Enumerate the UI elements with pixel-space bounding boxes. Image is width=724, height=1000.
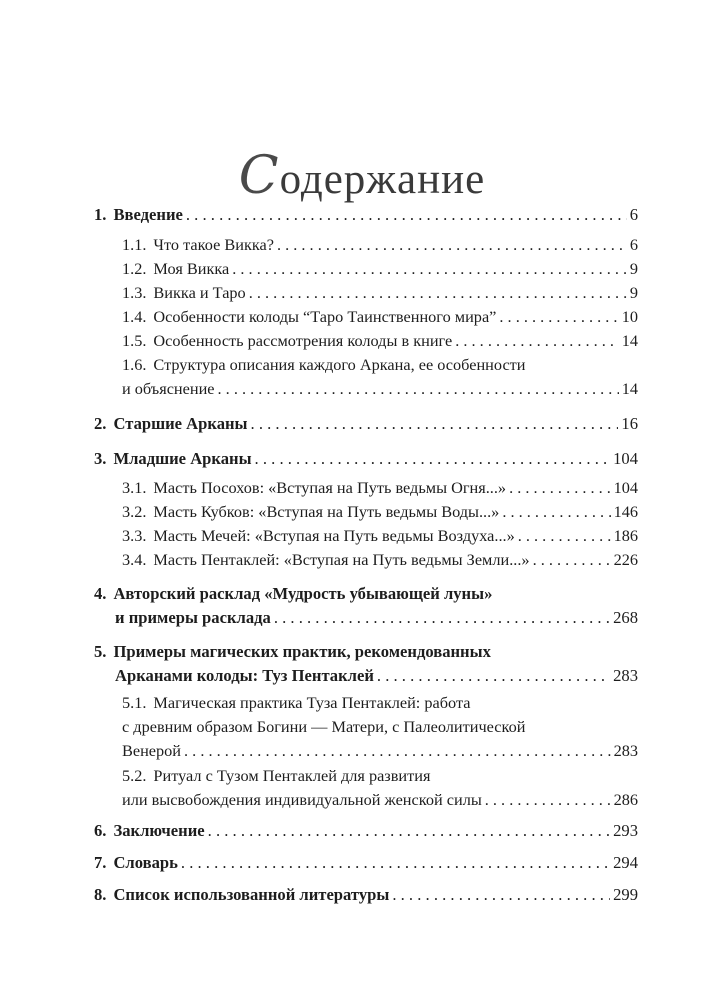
toc-title: Старшие Арканы (113, 414, 248, 433)
toc-entry-ace-practice-line1[interactable] (122, 691, 471, 715)
toc-entry-author-spread-line1[interactable] (94, 582, 492, 606)
toc-page: 293 (613, 821, 638, 840)
toc-page: 10 (621, 307, 638, 326)
toc-entry-suit-wands[interactable] (122, 476, 638, 500)
toc-page: 299 (613, 885, 638, 904)
toc-number: 1.4. (122, 307, 147, 326)
toc-entry-magic-practices[interactable] (115, 664, 638, 688)
toc-number: 3.3. (122, 526, 147, 545)
toc-title-continued: Арканами колоды: Туз Пентаклей (115, 666, 374, 685)
toc-title: Масть Посохов: «Вступая на Путь ведьмы Огня...» (153, 478, 507, 497)
toc-title: Словарь (113, 853, 178, 872)
title-initial: С (238, 146, 280, 206)
toc-page: 9 (629, 259, 638, 278)
toc-entry-my-wicca[interactable] (122, 257, 638, 281)
toc-number: 2. (94, 414, 107, 433)
toc-leader (249, 281, 627, 305)
toc-entry-bibliography[interactable] (94, 883, 638, 907)
toc-title-continued: и объяснение (122, 379, 215, 398)
toc-entry-author-spread[interactable] (115, 606, 638, 630)
toc-number: 1.1. (122, 235, 147, 254)
toc-number: 5. (94, 642, 107, 661)
toc-title-continued: и примеры расклада (115, 608, 271, 627)
toc-page: 6 (629, 235, 638, 254)
toc-entry-introduction[interactable] (94, 203, 638, 227)
toc-leader (277, 233, 627, 257)
toc-leader (208, 819, 610, 843)
toc-title: Что такое Викка? (153, 235, 274, 254)
toc-leader (499, 305, 618, 329)
toc-entry-ace-ritual-line1[interactable] (122, 764, 430, 788)
toc-entry-glossary[interactable] (94, 851, 638, 875)
toc-number: 1. (94, 205, 107, 224)
toc-leader (181, 851, 610, 875)
toc-page: 104 (613, 449, 638, 468)
toc-page: 226 (613, 550, 638, 569)
toc-entry-deck-in-book[interactable] (122, 329, 638, 353)
toc-leader (455, 329, 618, 353)
toc-leader (255, 447, 611, 471)
toc-leader (533, 548, 611, 572)
toc-number: 7. (94, 853, 107, 872)
toc-number: 3.2. (122, 502, 147, 521)
toc-title: Авторский расклад «Мудрость убывающей луны» (113, 584, 493, 603)
toc-page: 6 (629, 205, 638, 224)
toc-title: Масть Кубков: «Вступая на Путь ведьмы Воды...» (153, 502, 500, 521)
toc-title: Магическая практика Туза Пентаклей: работа (153, 693, 471, 712)
toc-title: Заключение (113, 821, 205, 840)
toc-title: Младшие Арканы (113, 449, 252, 468)
toc-leader (392, 883, 610, 907)
toc-page: 9 (629, 283, 638, 302)
toc-page: 286 (613, 790, 638, 809)
toc-number: 5.1. (122, 693, 147, 712)
toc-entry-arcana-structure[interactable] (122, 377, 638, 401)
toc-page: 14 (621, 379, 638, 398)
toc-page: 14 (621, 331, 638, 350)
toc-number: 3.1. (122, 478, 147, 497)
toc-title: Моя Викка (153, 259, 230, 278)
toc-leader (274, 606, 610, 630)
toc-title: Ритуал с Тузом Пентаклей для развития (153, 766, 431, 785)
toc-leader (518, 524, 611, 548)
toc-entry-wicca-and-tarot[interactable] (122, 281, 638, 305)
toc-title: Особенность рассмотрения колоды в книге (153, 331, 453, 350)
toc-number: 4. (94, 584, 107, 603)
toc-number: 1.3. (122, 283, 147, 302)
toc-leader (509, 476, 611, 500)
toc-title-continued: с древним образом Богини — Матери, с Палеолитической (122, 717, 526, 736)
toc-entry-ace-ritual[interactable] (122, 788, 638, 812)
toc-title: Масть Пентаклей: «Вступая на Путь ведьмы Земли...» (153, 550, 530, 569)
toc-number: 8. (94, 885, 107, 904)
toc-entry-suit-cups[interactable] (122, 500, 638, 524)
toc-leader (232, 257, 627, 281)
toc-entry-ace-practice-line2[interactable] (122, 715, 525, 739)
toc-title: Структура описания каждого Аркана, ее особенности (153, 355, 526, 374)
toc-leader (184, 739, 611, 763)
toc-number: 5.2. (122, 766, 147, 785)
toc-entry-deck-features[interactable] (122, 305, 638, 329)
toc-page: 186 (613, 526, 638, 545)
page-title (0, 146, 724, 210)
toc-number: 3. (94, 449, 107, 468)
toc-number: 1.5. (122, 331, 147, 350)
toc-title-continued: Венерой (122, 741, 182, 760)
toc-number: 1.6. (122, 355, 147, 374)
toc-title-continued: или высвобождения индивидуальной женской силы (122, 790, 482, 809)
toc-number: 3.4. (122, 550, 147, 569)
toc-leader (502, 500, 610, 524)
toc-page: 146 (613, 502, 638, 521)
toc-entry-suit-swords[interactable] (122, 524, 638, 548)
toc-entry-major-arcana[interactable] (94, 412, 638, 436)
toc-entry-conclusion[interactable] (94, 819, 638, 843)
toc-number: 6. (94, 821, 107, 840)
toc-leader (485, 788, 611, 812)
toc-title: Масть Мечей: «Вступая на Путь ведьмы Воздуха...» (153, 526, 515, 545)
toc-title: Список использованной литературы (113, 885, 390, 904)
toc-entry-arcana-structure-line1[interactable] (122, 353, 526, 377)
toc-entry-what-is-wicca[interactable] (122, 233, 638, 257)
toc-page: 268 (613, 608, 638, 627)
toc-entry-suit-pentacles[interactable] (122, 548, 638, 572)
toc-leader (377, 664, 610, 688)
toc-leader (218, 377, 619, 401)
toc-page: 16 (621, 414, 638, 433)
toc-leader (251, 412, 619, 436)
toc-leader (186, 203, 627, 227)
toc-title: Введение (113, 205, 183, 224)
title-rest: одержание (279, 156, 486, 203)
toc-page: 294 (613, 853, 638, 872)
toc-page: 104 (613, 478, 638, 497)
toc-number: 1.2. (122, 259, 147, 278)
toc-entry-ace-practice[interactable] (122, 739, 638, 763)
toc-entry-minor-arcana[interactable] (94, 447, 638, 471)
toc-page: 283 (613, 666, 638, 685)
toc-entry-magic-practices-line1[interactable] (94, 640, 491, 664)
toc-title: Особенности колоды “Таро Таинственного мира” (153, 307, 497, 326)
toc-title: Викка и Таро (153, 283, 246, 302)
toc-title: Примеры магических практик, рекомендованных (113, 642, 491, 661)
toc-page: 283 (613, 741, 638, 760)
